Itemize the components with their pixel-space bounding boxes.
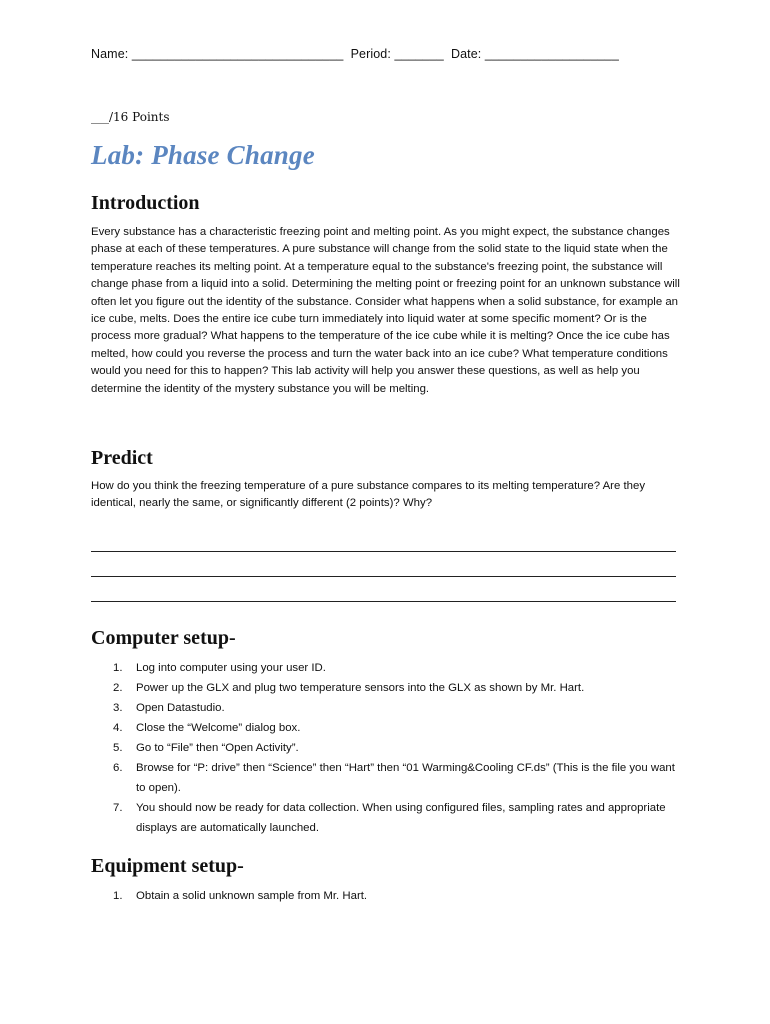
list-item: 3. Open Datastudio. (113, 702, 225, 714)
list-item: 1. Obtain a solid unknown sample from Mr. Hart. (113, 890, 368, 902)
list-item: 1. Log into computer using your user ID. (113, 662, 326, 674)
page-title: Lab: Phase Change (91, 140, 315, 170)
predict-question: How do you think the freezing temperature of a pure substance compares to its melting temperature? Are they identical, nearly the same, or significantly different (2 points)? Why? (91, 480, 646, 510)
list-item: 2. Power up the GLX and plug two temperature sensors into the GLX as shown by Mr. Hart. (113, 682, 585, 694)
predict-heading: Predict (91, 447, 153, 469)
answer-line[interactable] (91, 576, 676, 577)
points-line: ___/16 Points (91, 110, 170, 124)
computer-setup-steps (91, 658, 681, 838)
answer-line[interactable] (91, 551, 676, 552)
computer-setup-heading: Computer setup- (91, 627, 236, 649)
name-period-date-line: Name: ______________________________ Period: _______ Date: ___________________ (91, 47, 619, 61)
list-item: 7. You should now be ready for data collection. When using configured files, sampling rates and appropriate displays are automatically launched. (113, 802, 666, 834)
list-item: 5. Go to “File” then “Open Activity”. (113, 742, 299, 754)
equipment-setup-heading: Equipment setup- (91, 855, 244, 877)
list-item: 6. Browse for “P: drive” then “Science” then “Hart” then “01 Warming&Cooling CF.ds” (This is the file you want to open). (113, 762, 675, 794)
list-item: 4. Close the “Welcome” dialog box. (113, 722, 301, 734)
introduction-heading: Introduction (91, 192, 200, 214)
equipment-setup-steps (91, 886, 681, 906)
introduction-paragraph: Every substance has a characteristic freezing point and melting point. As you might expect, the substance changes phase at each of these temperatures. A pure substance will change from the solid state to the liquid state when the temperature reaches its melting point. At a temperature equal to the substance's freezing point, the substance will change phase from a liquid into a solid. Determining the melting point or freezing point for an unknown substance will often let you figure out the identity of the substance. Consider what happens when a solid substance, for example an ice cube, melts. Does the entire ice cube turn immediately into liquid water at some specific moment? Or is the process more gradual? What happens to the temperature of the ice cube while it is melting? Once the ice cube has melted, how could you reverse the process and turn the water back into an ice cube? What temperature conditions would you need for this to happen? This lab activity will help you answer these questions, as well as help you determine the identity of the mystery substance you will be melting. (91, 226, 680, 395)
answer-line[interactable] (91, 601, 676, 602)
